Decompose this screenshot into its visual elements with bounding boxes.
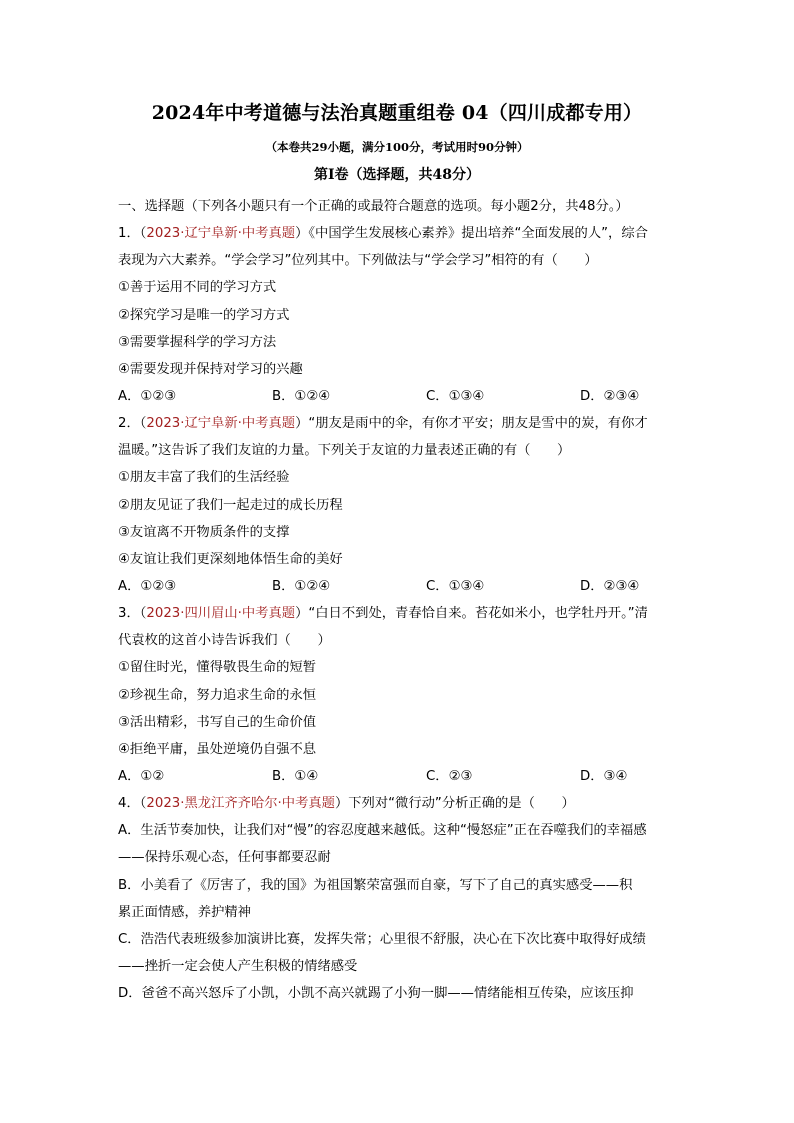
option-b: B．①②④ xyxy=(272,388,331,404)
question-stem xyxy=(118,790,678,817)
answer-options xyxy=(118,763,678,790)
option-c: C．①③④ xyxy=(426,388,485,404)
stem-continuation: 表现为六大素养。“学会学习”位列其中。下列做法与“学会学习”相符的有（ ） xyxy=(118,253,598,269)
question-stem xyxy=(118,600,678,627)
answer-options xyxy=(118,573,678,600)
option-a: A．①② xyxy=(118,768,165,784)
statement-item: ④友谊让我们更深刻地体悟生命的美好 xyxy=(118,551,343,567)
question-source: 2023·四川眉山·中考真题 xyxy=(146,606,296,622)
option-d: D．③④ xyxy=(580,768,628,784)
question-source: 2023·辽宁阜新·中考真题 xyxy=(146,226,296,242)
section-heading: 第Ⅰ卷（选择题，共48分） xyxy=(313,167,481,183)
choice-line: 累正面情感，养护精神 xyxy=(118,904,251,920)
statement-item: ③友谊离不开物质条件的支撑 xyxy=(118,524,290,540)
option-c: C．②③ xyxy=(426,768,473,784)
question-number: 4．（ xyxy=(118,796,147,812)
statement-item: ①朋友丰富了我们的生活经验 xyxy=(118,470,290,486)
stem-text: ）《中国学生发展核心素养》提出培养“全面发展的人”，综合 xyxy=(295,226,648,242)
option-d: D．②③④ xyxy=(580,578,640,594)
page-title: 2024年中考道德与法治真题重组卷 04（四川成都专用） xyxy=(151,102,643,124)
question-stem xyxy=(118,220,678,247)
statement-item: ①善于运用不同的学习方式 xyxy=(118,280,277,296)
choice-line: ——保持乐观心态，任何事都要忍耐 xyxy=(118,850,331,866)
question-source: 2023·黑龙江齐齐哈尔·中考真题 xyxy=(146,796,335,812)
stem-text: ）“朋友是雨中的伞，有你才平安；朋友是雪中的炭，有你才 xyxy=(295,416,648,432)
option-c: C．①③④ xyxy=(426,578,485,594)
statement-item: ③活出精彩，书写自己的生命价值 xyxy=(118,714,317,730)
choice-line: B．小美看了《厉害了，我的国》为祖国繁荣富强而自豪，写下了自己的真实感受——积 xyxy=(118,877,633,893)
question-number: 1．（ xyxy=(118,226,147,242)
option-a: A．①②③ xyxy=(118,388,177,404)
statement-item: ②珍视生命，努力追求生命的永恒 xyxy=(118,687,317,703)
statement-item: ②探究学习是唯一的学习方式 xyxy=(118,307,290,323)
option-b: B．①④ xyxy=(272,768,319,784)
choice-line: ——挫折一定会使人产生积极的情绪感受 xyxy=(118,958,358,974)
option-b: B．①②④ xyxy=(272,578,331,594)
question-list xyxy=(118,193,678,1007)
statement-item: ③需要掌握科学的学习方法 xyxy=(118,334,277,350)
statement-item: ①留住时光，懂得敬畏生命的短暂 xyxy=(118,660,317,676)
statement-item: ④需要发现并保持对学习的兴趣 xyxy=(118,361,303,377)
question-number: 3．（ xyxy=(118,606,147,622)
question-source: 2023·辽宁阜新·中考真题 xyxy=(146,416,296,432)
option-d: D．②③④ xyxy=(580,388,640,404)
stem-continuation: 代袁枚的这首小诗告诉我们（ ） xyxy=(118,633,331,649)
instructions: 一、选择题（下列各小题只有一个正确的或最符合题意的选项。每小题2分，共48分。） xyxy=(118,199,629,214)
question-stem xyxy=(118,410,678,437)
answer-options xyxy=(118,383,678,410)
statement-item: ④拒绝平庸，虽处逆境仍自强不息 xyxy=(118,741,317,757)
stem-text: ）下列对“微行动”分析正确的是（ ） xyxy=(334,796,575,812)
statement-item: ②朋友见证了我们一起走过的成长历程 xyxy=(118,497,343,513)
choice-line: A．生活节奏加快，让我们对“慢”的容忍度越来越低。这种“慢怒症”正在吞噬我们的幸福感 xyxy=(118,823,647,839)
exam-info: （本卷共29小题，满分100分，考试用时90分钟） xyxy=(265,140,529,154)
option-a: A．①②③ xyxy=(118,578,177,594)
question-number: 2．（ xyxy=(118,416,147,432)
stem-continuation: 温暖。”这告诉了我们友谊的力量。下列关于友谊的力量表述正确的有（ ） xyxy=(118,443,571,459)
choice-line: C．浩浩代表班级参加演讲比赛，发挥失常；心里很不舒服，决心在下次比赛中取得好成绩 xyxy=(118,931,646,947)
stem-text: ）“白日不到处，青春恰自来。苔花如米小，也学牡丹开。”清 xyxy=(295,606,648,622)
choice-line: D．爸爸不高兴怒斥了小凯，小凯不高兴就踢了小狗一脚——情绪能相互传染，应该压抑 xyxy=(118,986,634,1002)
